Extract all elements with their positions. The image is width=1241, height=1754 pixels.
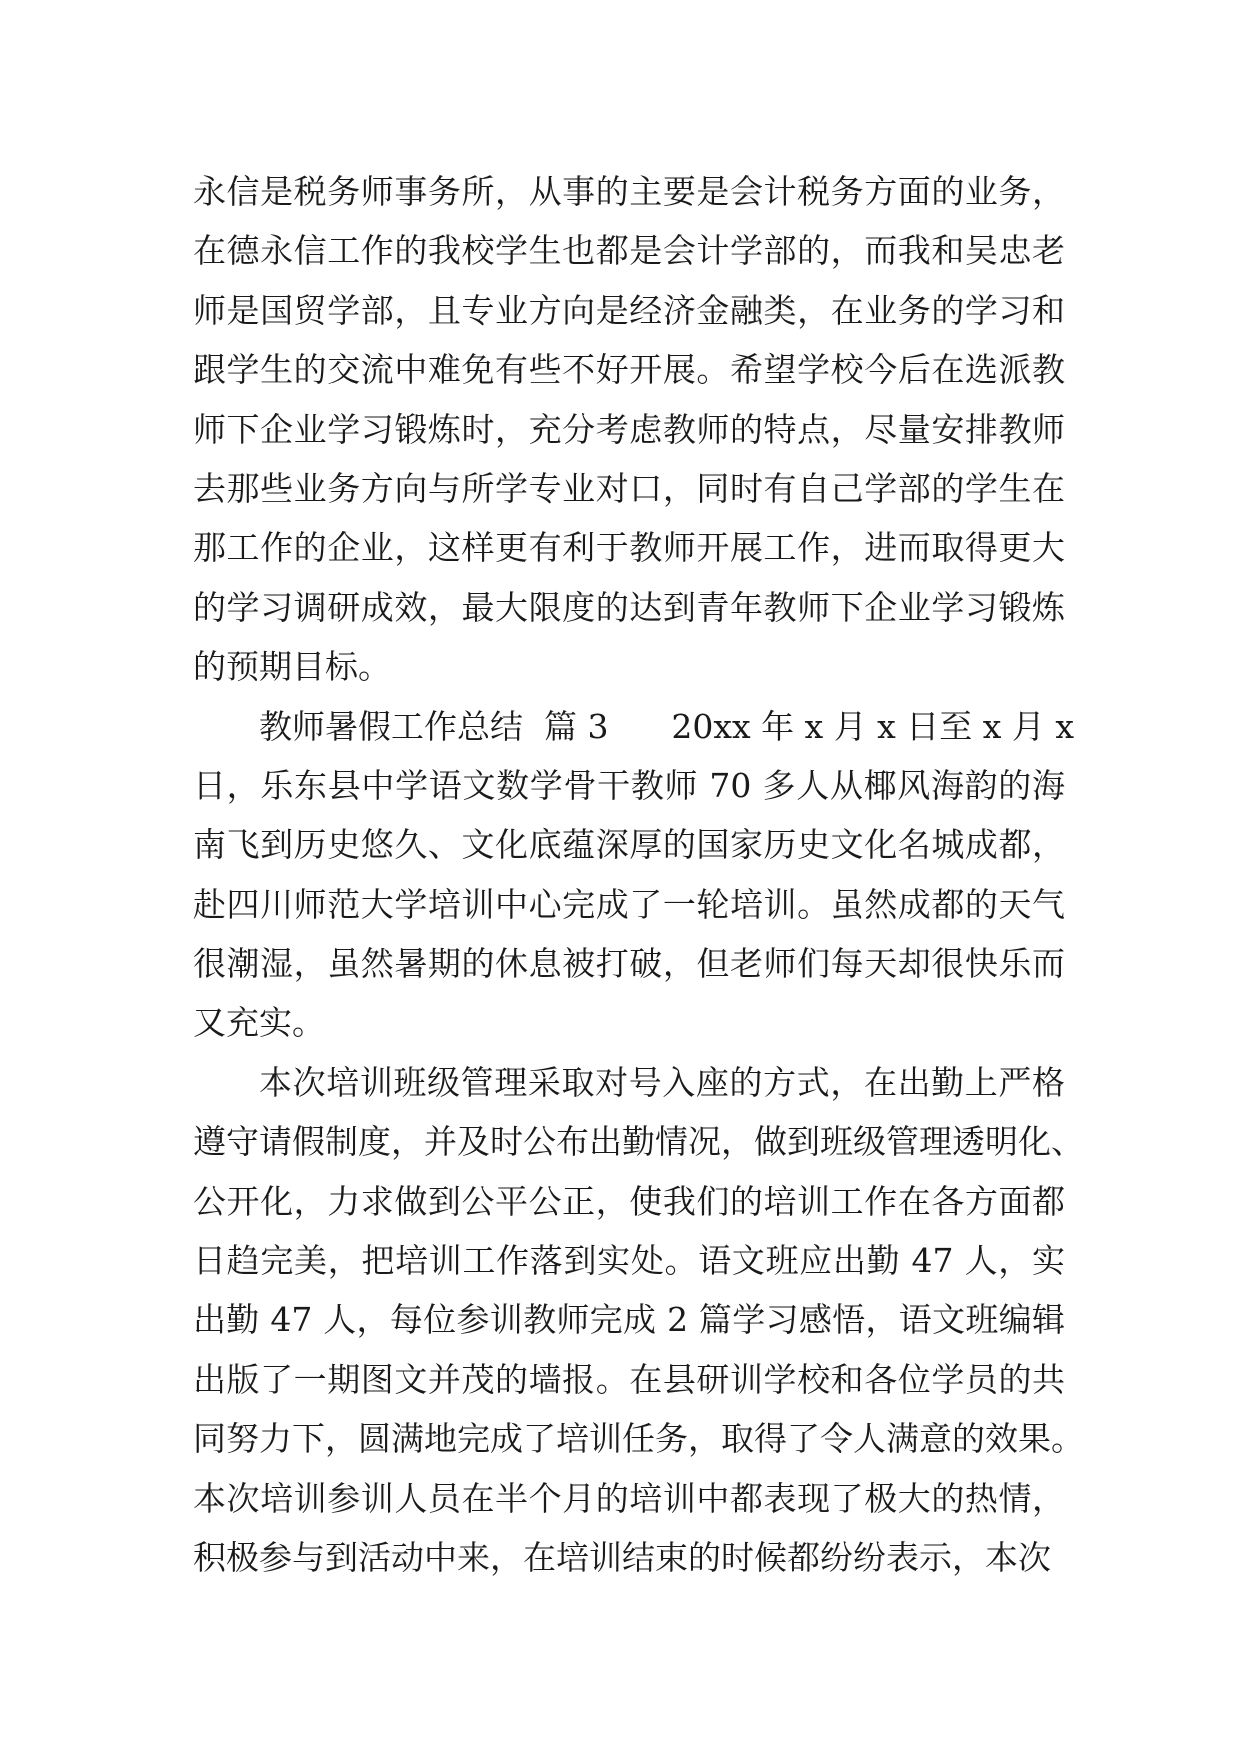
text-line: 的预期目标。: [193, 647, 391, 687]
text-line: 同努力下，圆满地完成了培训任务，取得了令人满意的效果。: [193, 1419, 1084, 1459]
text-line: 遵守请假制度，并及时公布出勤情况，做到班级管理透明化、: [193, 1122, 1084, 1162]
text-line: 跟学生的交流中难免有些不好开展。希望学校今后在选派教: [193, 350, 1065, 390]
text-line: 日，乐东县中学语文数学骨干教师 70 多人从椰风海韵的海: [193, 765, 1065, 805]
text-line: 师是国贸学部，且专业方向是经济金融类，在业务的学习和: [193, 290, 1065, 330]
text-line: 在德永信工作的我校学生也都是会计学部的，而我和吴忠老: [193, 231, 1065, 271]
text-line: 师下企业学习锻炼时，充分考虑教师的特点，尽量安排教师: [193, 409, 1065, 449]
text-line: 公开化，力求做到公平公正，使我们的培训工作在各方面都: [193, 1181, 1065, 1221]
text-line: 那工作的企业，这样更有利于教师开展工作，进而取得更大: [193, 528, 1065, 568]
text-line: 赴四川师范大学培训中心完成了一轮培训。虽然成都的天气: [193, 884, 1065, 924]
text-line: 南飞到历史悠久、文化底蕴深厚的国家历史文化名城成都，: [193, 825, 1065, 865]
section-heading-line: 教师暑假工作总结 篇 3 20xx 年 x 月 x 日至 x 月 x: [259, 706, 1074, 746]
text-line: 永信是税务师事务所，从事的主要是会计税务方面的业务，: [193, 172, 1065, 211]
text-line: 的学习调研成效，最大限度的达到青年教师下企业学习锻炼: [193, 587, 1065, 627]
text-line: 出版了一期图文并茂的墙报。在县研训学校和各位学员的共: [193, 1359, 1065, 1399]
text-line: 积极参与到活动中来，在培训结束的时候都纷纷表示，本次: [193, 1537, 1051, 1577]
text-line: 本次培训参训人员在半个月的培训中都表现了极大的热情，: [193, 1478, 1065, 1518]
text-line: 出勤 47 人，每位参训教师完成 2 篇学习感悟，语文班编辑: [193, 1300, 1065, 1340]
paragraph-first-line: 本次培训班级管理采取对号入座的方式，在出勤上严格: [259, 1062, 1065, 1102]
text-line: 日趋完美，把培训工作落到实处。语文班应出勤 47 人，实: [193, 1241, 1065, 1281]
text-line: 又充实。: [193, 1003, 325, 1043]
text-line: 很潮湿，虽然暑期的休息被打破，但老师们每天却很快乐而: [193, 944, 1065, 984]
body-text: [193, 162, 1084, 1587]
text-line: 去那些业务方向与所学专业对口，同时有自己学部的学生在: [193, 468, 1065, 508]
